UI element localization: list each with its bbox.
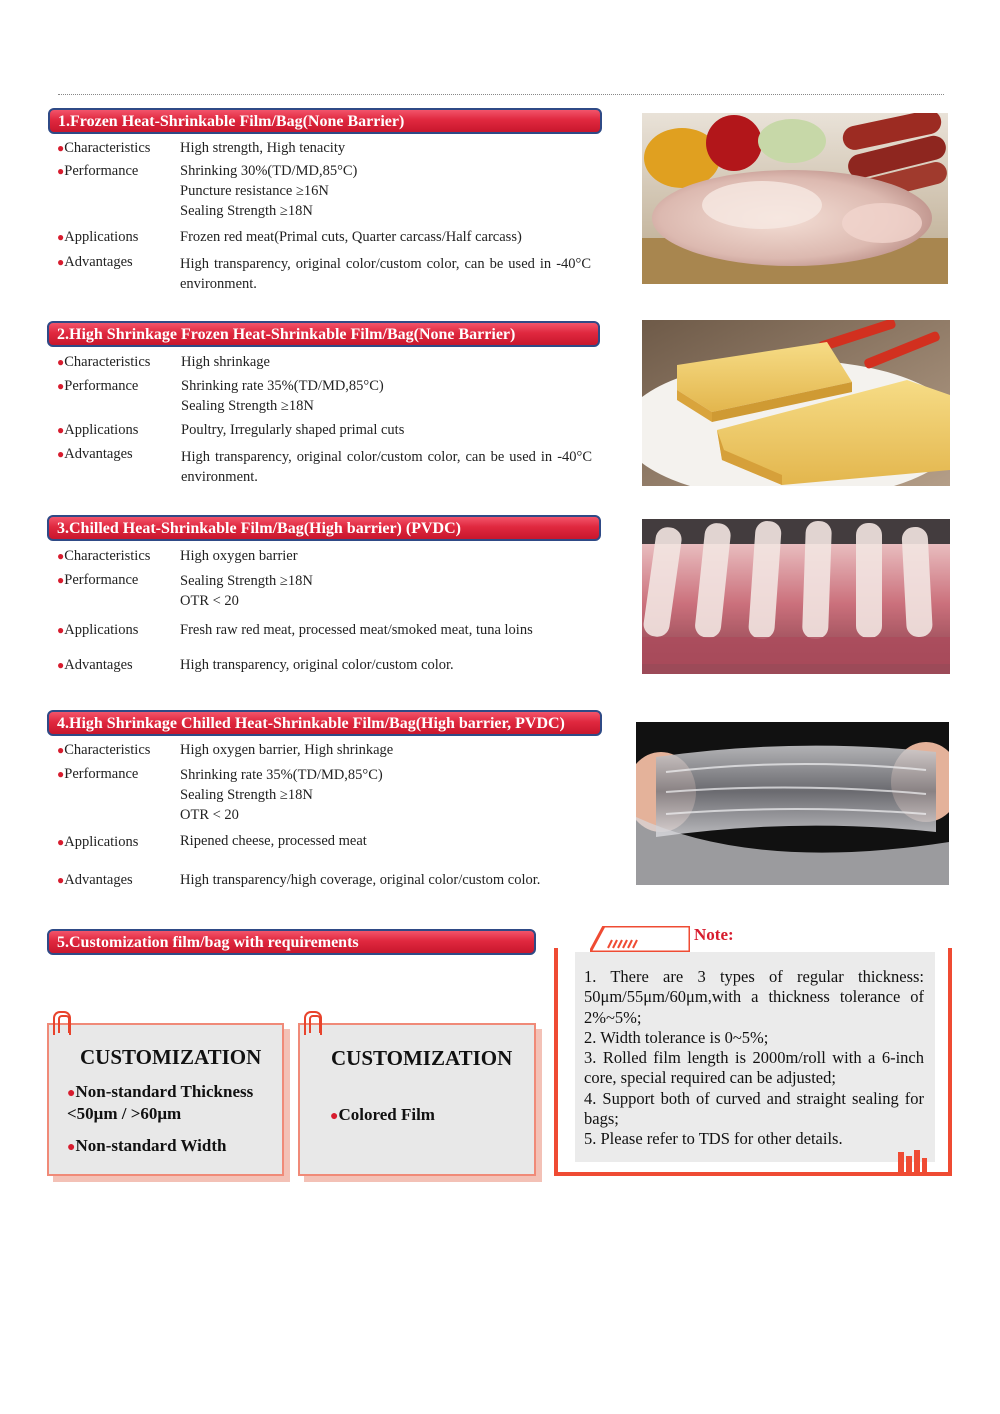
section-2-performance-label: ●Performance	[57, 378, 139, 394]
bullet-icon: ●	[57, 573, 65, 587]
section-1-performance-1: Shrinking 30%(TD/MD,85°C)	[180, 163, 358, 179]
note-title: Note:	[694, 925, 734, 944]
bullet-icon: ●	[57, 873, 65, 887]
cheese-photo	[642, 320, 950, 486]
note-line-2: 2. Width tolerance is 0~5%;	[584, 1027, 769, 1047]
bullet-icon: ●	[57, 623, 65, 637]
paperclip-inner-icon	[58, 1015, 70, 1033]
bullet-icon: ●	[57, 230, 65, 244]
stretched-film-photo	[636, 722, 949, 885]
section-2-header: 2.High Shrinkage Frozen Heat-Shrinkable Film/Bag(None Barrier)	[47, 321, 600, 347]
card-item-width: ●Non-standard Width	[67, 1136, 227, 1155]
note-line-5: 5. Please refer to TDS for other details.	[584, 1129, 843, 1149]
section-1-characteristics-label: ●Characteristics	[57, 140, 151, 156]
section-4-advantages-label: ●Advantages	[57, 872, 133, 888]
section-5-header: 5.Customization film/bag with requirements	[47, 929, 536, 955]
section-1-characteristics: High strength, High tenacity	[180, 140, 346, 156]
section-4-performance-1: Shrinking rate 35%(TD/MD,85°C)	[180, 767, 383, 783]
section-1-applications-label: ●Applications	[57, 229, 139, 245]
customization-card-colored-film	[298, 1023, 536, 1176]
section-2-applications-label: ●Applications	[57, 422, 139, 438]
section-3-applications: Fresh raw red meat, processed meat/smoked meat, tuna loins	[180, 622, 533, 638]
section-1-applications: Frozen red meat(Primal cuts, Quarter carcass/Half carcass)	[180, 229, 522, 245]
bullet-icon: ●	[330, 1109, 339, 1124]
bullet-icon: ●	[67, 1086, 76, 1101]
section-1-performance-3: Sealing Strength ≥18N	[180, 203, 313, 219]
bullet-icon: ●	[57, 549, 65, 563]
section-4-characteristics: High oxygen barrier, High shrinkage	[180, 742, 394, 758]
section-4-performance-2: Sealing Strength ≥18N	[180, 787, 313, 803]
note-line-3: 3. Rolled film length is 2000m/roll with a 6-inch core, special required can be adjusted;	[584, 1048, 924, 1088]
bullet-icon: ●	[67, 1140, 76, 1155]
section-3-characteristics: High oxygen barrier	[180, 548, 298, 564]
frozen-chicken-photo	[642, 113, 948, 284]
note-line-4: 4. Support both of curved and straight sealing for bags;	[584, 1088, 924, 1129]
rack-of-meat-photo	[642, 519, 950, 674]
section-3-advantages-label: ●Advantages	[57, 657, 133, 673]
bullet-icon: ●	[57, 255, 65, 269]
bullet-icon: ●	[57, 164, 65, 178]
note-list	[584, 967, 924, 1150]
bullet-icon: ●	[57, 447, 65, 461]
bullet-icon: ●	[57, 658, 65, 672]
section-3-performance-2: OTR < 20	[180, 593, 239, 609]
section-2-applications: Poultry, Irregularly shaped primal cuts	[181, 422, 405, 438]
section-2-performance-1: Shrinking rate 35%(TD/MD,85°C)	[181, 378, 384, 394]
section-2-advantages-label: ●Advantages	[57, 446, 133, 462]
section-3-applications-label: ●Applications	[57, 622, 139, 638]
bullet-icon: ●	[57, 835, 65, 849]
section-2-performance-2: Sealing Strength ≥18N	[181, 398, 314, 414]
section-3-performance-1: Sealing Strength ≥18N	[180, 573, 313, 589]
card-title: CUSTOMIZATION	[331, 1046, 513, 1070]
section-4-performance-3: OTR < 20	[180, 807, 239, 823]
top-dotted-divider	[58, 94, 944, 95]
section-4-performance-label: ●Performance	[57, 766, 139, 782]
section-4-header: 4.High Shrinkage Chilled Heat-Shrinkable Film/Bag(High barrier, PVDC)	[47, 710, 602, 736]
card-item-thickness: ●Non-standard Thickness <50μm / >60μm	[67, 1082, 254, 1123]
section-3-advantages: High transparency, original color/custom color.	[180, 657, 454, 673]
section-2-characteristics-label: ●Characteristics	[57, 354, 151, 370]
note-tab-decoration	[590, 926, 690, 952]
section-3-performance-label: ●Performance	[57, 572, 139, 588]
section-3-header: 3.Chilled Heat-Shrinkable Film/Bag(High barrier) (PVDC)	[47, 515, 601, 541]
bullet-icon: ●	[57, 355, 65, 369]
section-3-characteristics-label: ●Characteristics	[57, 548, 151, 564]
card-title: CUSTOMIZATION	[80, 1045, 262, 1069]
bullet-icon: ●	[57, 379, 65, 393]
section-1-performance-label: ●Performance	[57, 163, 139, 179]
section-4-characteristics-label: ●Characteristics	[57, 742, 151, 758]
section-2-advantages: High transparency, original color/custom color, can be used in -40°C environment.	[181, 449, 592, 485]
section-1-performance-2: Puncture resistance ≥16N	[180, 183, 329, 199]
bullet-icon: ●	[57, 767, 65, 781]
section-4-applications-label: ●Applications	[57, 834, 139, 850]
section-1-header: 1.Frozen Heat-Shrinkable Film/Bag(None Barrier)	[48, 108, 602, 134]
section-4-applications: Ripened cheese, processed meat	[180, 833, 367, 849]
section-1-advantages-label: ●Advantages	[57, 254, 133, 270]
section-2-characteristics: High shrinkage	[181, 354, 270, 370]
section-1-advantages: High transparency, original color/custom color, can be used in -40°C environment.	[180, 256, 591, 292]
section-4-advantages: High transparency/high coverage, original color/custom color.	[180, 872, 541, 888]
note-line-1: 1. There are 3 types of regular thickness: 50μm/55μm/60μm,with a thickness tolerance of 2%~5%;	[584, 967, 924, 1027]
bullet-icon: ●	[57, 423, 65, 437]
card-item-colored-film: ●Colored Film	[330, 1105, 435, 1124]
paperclip-inner-icon	[309, 1015, 321, 1033]
bullet-icon: ●	[57, 141, 65, 155]
books-icon	[896, 1148, 928, 1176]
customization-card-thickness-width	[47, 1023, 284, 1176]
bullet-icon: ●	[57, 743, 65, 757]
